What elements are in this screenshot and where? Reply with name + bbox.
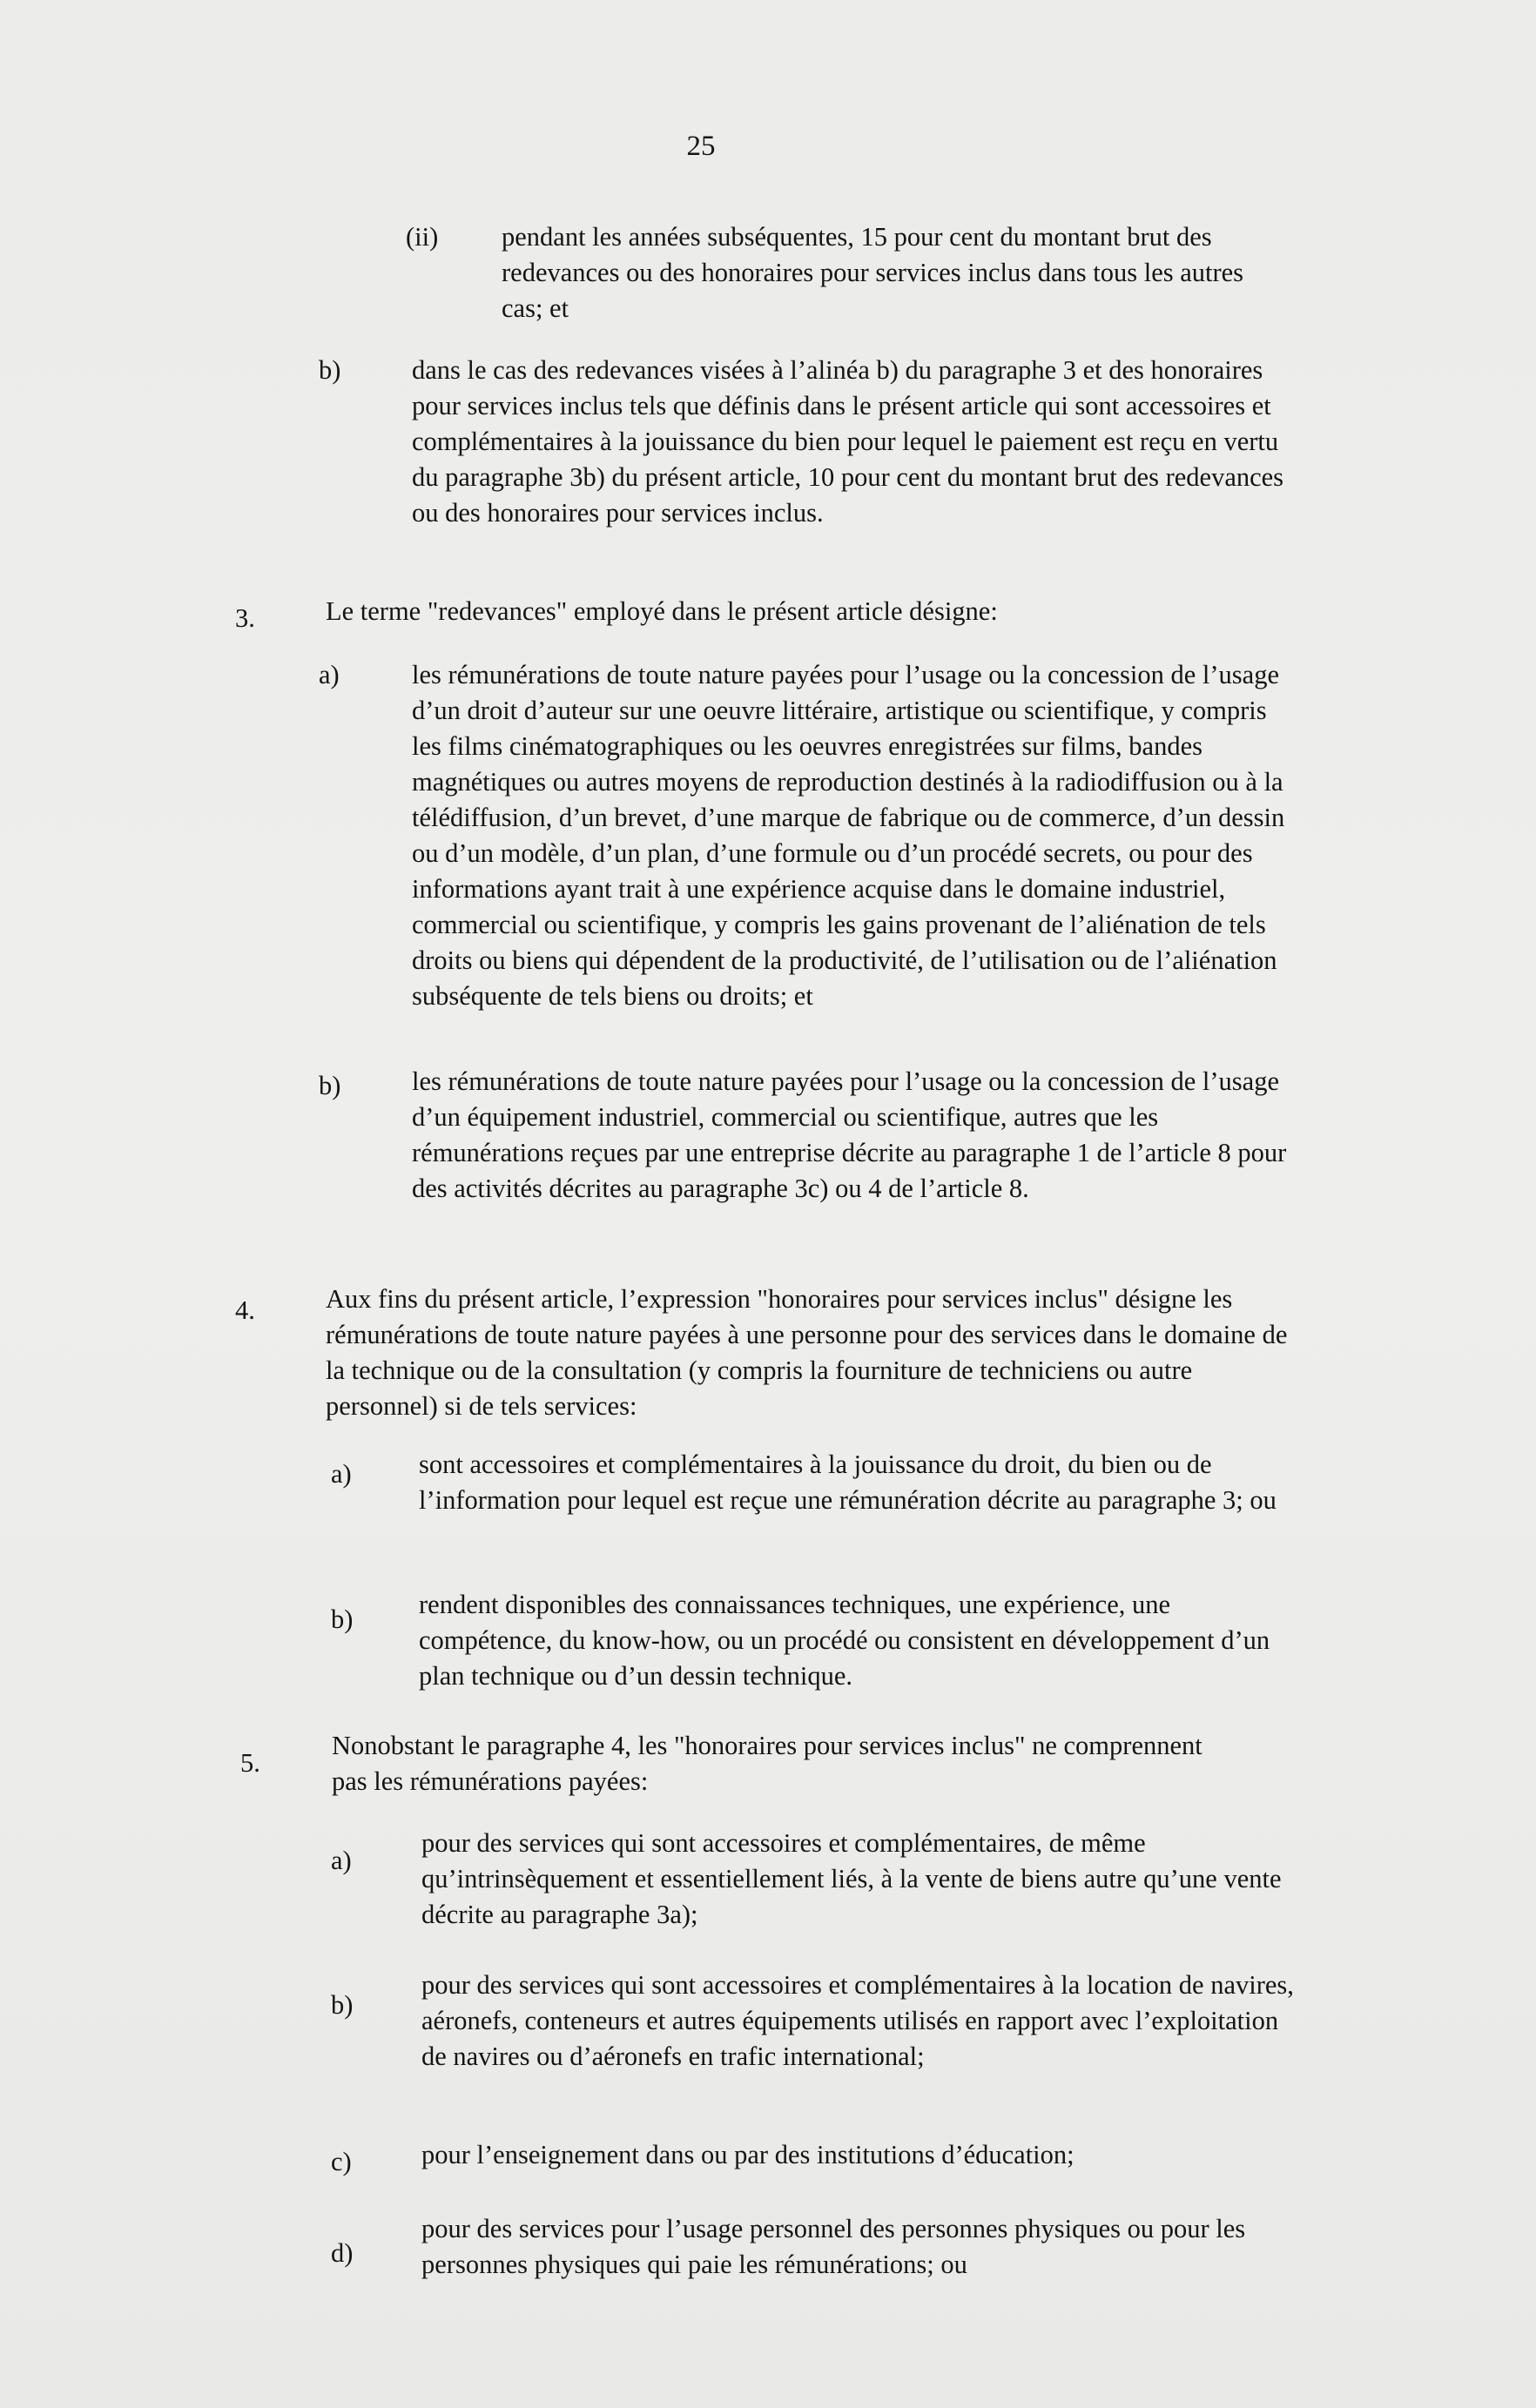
item-text: pour l’enseignement dans ou par des institutions d’éducation; bbox=[421, 2140, 1075, 2169]
item-label: a) bbox=[331, 1846, 352, 1875]
item-text: sont accessoires et complémentaires à la jouissance du droit, du bien ou de l’information pour lequel est reçue une rémunération décrite au paragraphe 3; ou bbox=[419, 1450, 1277, 1515]
item-label: (ii) bbox=[406, 222, 439, 252]
paragraph-text: Le terme "redevances" employé dans le présent article désigne: bbox=[326, 596, 998, 626]
item-label: d) bbox=[331, 2238, 354, 2268]
item-text: pour des services qui sont accessoires et complémentaires, de même qu’intrinsèquement et essentiellement liés, à la vente de biens autre qu’une vente décrite au paragraphe 3a); bbox=[421, 1828, 1282, 1929]
item-label: a) bbox=[331, 1459, 352, 1489]
paragraph-text: Nonobstant le paragraphe 4, les "honoraires pour services inclus" ne comprennent pas les rémunérations payées: bbox=[332, 1731, 1203, 1796]
item-label: c) bbox=[331, 2147, 352, 2176]
item-label: a) bbox=[319, 660, 340, 689]
paragraph-number: 3. bbox=[235, 603, 255, 633]
item-text: pendant les années subséquentes, 15 pour cent du montant brut des redevances ou des honoraires pour services inclus dans tous les autres cas; et bbox=[502, 222, 1244, 323]
paragraph-number: 5. bbox=[240, 1748, 260, 1778]
item-text: rendent disponibles des connaissances techniques, une expérience, une compétence, du know-how, ou un procédé ou consistent en développement d’un plan technique ou d’un dessin technique. bbox=[419, 1590, 1270, 1691]
item-text: les rémunérations de toute nature payées pour l’usage ou la concession de l’usage d’un équipement industriel, commercial ou scientifique, autres que les rémunérations reçues par une entreprise décrite au paragraphe 1 de l’article 8 pour des activités décrites au paragraphe 3c) ou 4 de l’article 8. bbox=[412, 1066, 1287, 1203]
paragraph-text: Aux fins du présent article, l’expression "honoraires pour services inclus" désigne les rémunérations de toute nature payées à une personne pour des services dans le domaine de la technique ou de la consultation (y compris la fourniture de techniciens ou autre personnel) si de tels services: bbox=[326, 1284, 1288, 1421]
paragraph-number: 4. bbox=[235, 1295, 255, 1325]
item-label: b) bbox=[319, 1071, 341, 1100]
item-label: b) bbox=[319, 355, 341, 385]
item-label: b) bbox=[331, 1990, 354, 2020]
item-label: b) bbox=[331, 1604, 354, 1634]
item-text: pour des services pour l’usage personnel des personnes physiques ou pour les personnes physiques qui paie les rémunérations; ou bbox=[421, 2214, 1246, 2279]
item-text: les rémunérations de toute nature payées pour l’usage ou la concession de l’usage d’un droit d’auteur sur une oeuvre littéraire, artistique ou scientifique, y compris les films cinématographiques ou les oeuvres enregistrées sur films, bandes magnétiques ou autres moyens de reproduction destinés à la radiodiffusion ou à la télédiffusion, d’un brevet, d’une marque de fabrique ou de commerce, d’un dessin ou d’un modèle, d’un plan, d’une formule ou d’un procédé secrets, ou pour des informations ayant trait à une expérience acquise dans le domaine industriel, commercial ou scientifique, y compris les gains provenant de l’aliénation de tels droits ou biens qui dépendent de la productivité, de l’utilisation ou de l’aliénation subséquente de tels biens ou droits; et bbox=[412, 660, 1285, 1011]
item-text: dans le cas des redevances visées à l’alinéa b) du paragraphe 3 et des honoraires pour services inclus tels que définis dans le présent article qui sont accessoires et complémentaires à la jouissance du bien pour lequel le paiement est reçu en vertu du paragraphe 3b) du présent article, 10 pour cent du montant brut des redevances ou des honoraires pour services inclus. bbox=[412, 355, 1284, 528]
item-text: pour des services qui sont accessoires et complémentaires à la location de navires, aéronefs, conteneurs et autres équipements utilisés en rapport avec l’exploitation de navires ou d’aéronefs en trafic international; bbox=[421, 1970, 1294, 2071]
page-number: 25 bbox=[686, 131, 716, 162]
